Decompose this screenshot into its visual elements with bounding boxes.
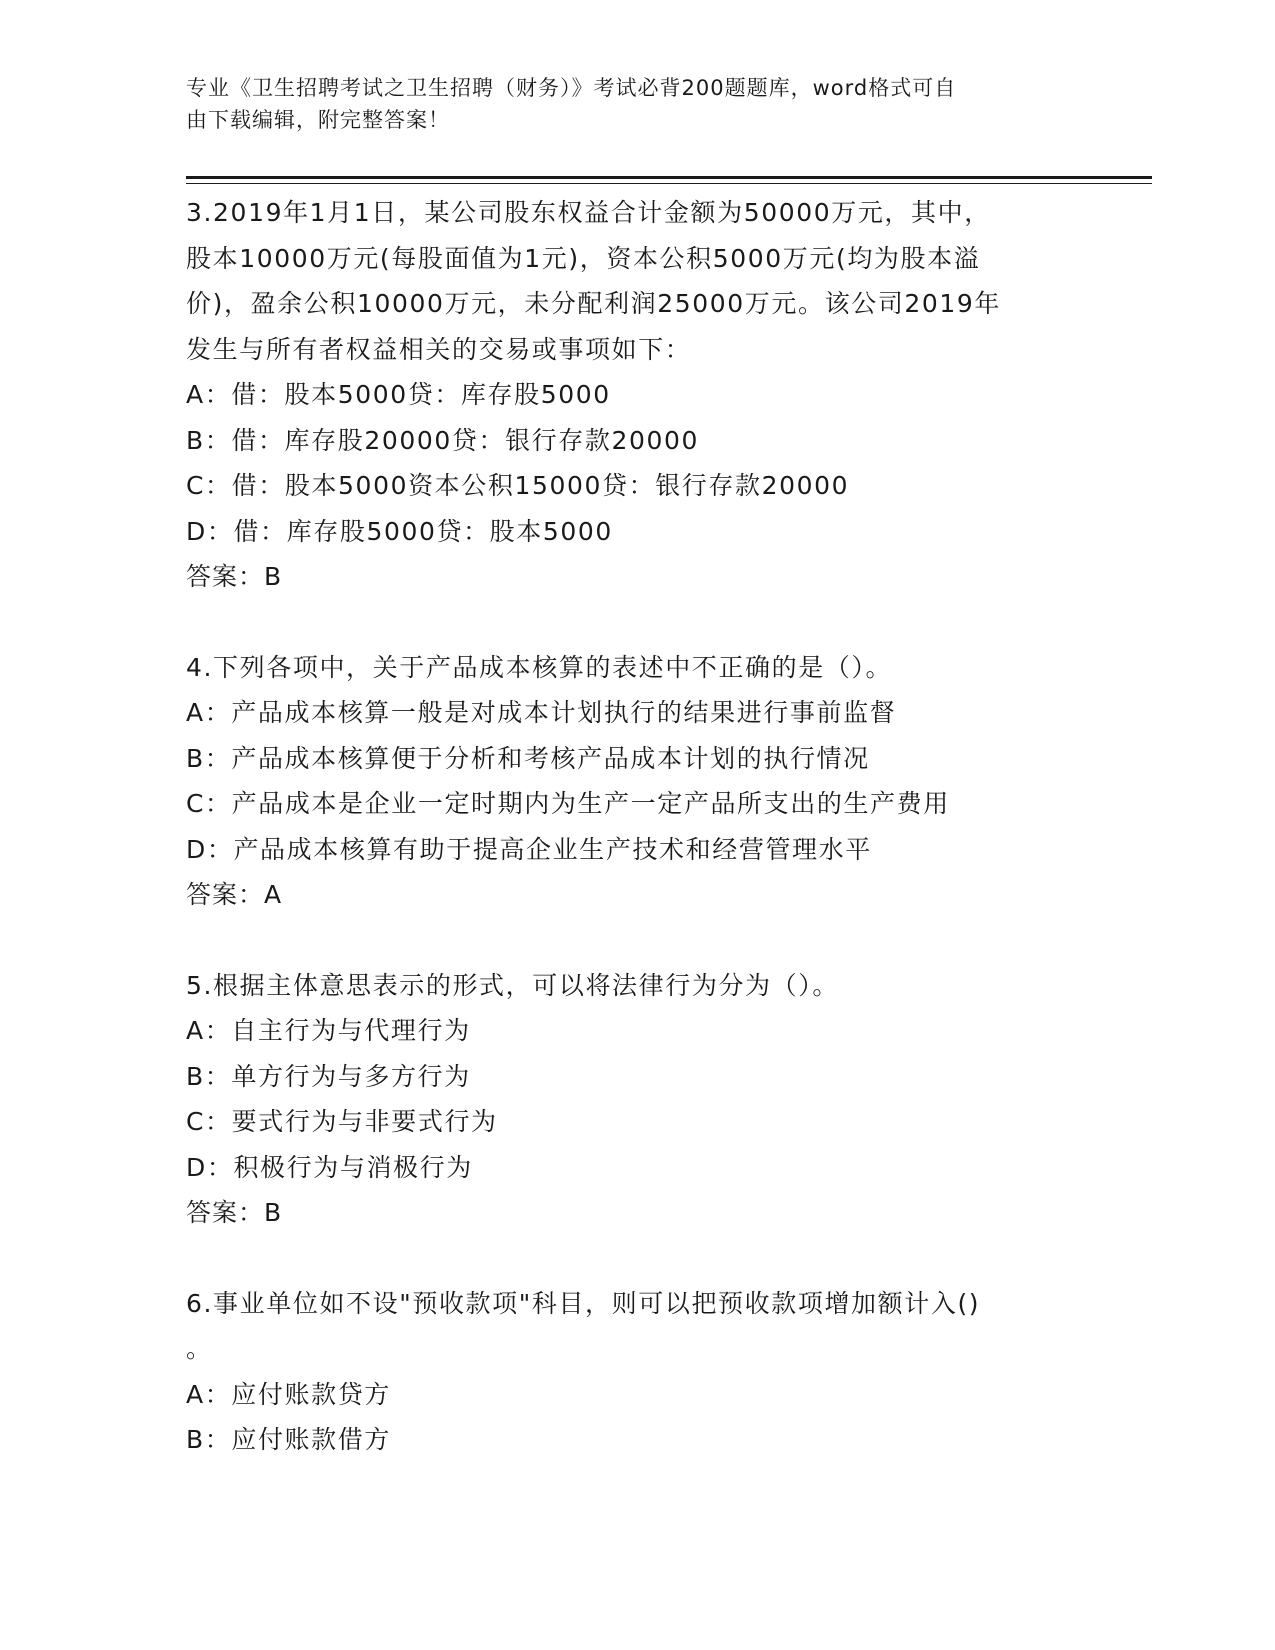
- question-4: [186, 645, 1066, 918]
- option-b: B：单方行为与多方行为: [186, 1061, 471, 1091]
- header-rule-thin: [186, 183, 1152, 184]
- stem-line: 价)，盈余公积10000万元，未分配利润25000万元。该公司2019年: [186, 289, 1002, 318]
- option-a: A：产品成本核算一般是对成本计划执行的结果进行事前监督: [186, 698, 897, 727]
- option-d: D：产品成本核算有助于提高企业生产技术和经营管理水平: [186, 834, 872, 864]
- question-stem: [186, 190, 1066, 372]
- stem-line: 。: [186, 1334, 213, 1363]
- header-line-2: 由下载编辑，附完整答案！: [186, 108, 450, 132]
- option-c: C：产品成本是企业一定时期内为生产一定产品所支出的生产费用: [186, 789, 950, 818]
- stem-line: 3.2019年1月1日，某公司股东权益合计金额为50000万元，其中，: [186, 198, 991, 227]
- question-3: [186, 190, 1066, 600]
- document-header: [186, 72, 1066, 136]
- answer-line: 答案：B: [186, 562, 283, 591]
- answer-line: 答案：B: [186, 1198, 283, 1227]
- option-b: B：应付账款借方: [186, 1425, 391, 1454]
- header-line-1: 专业《卫生招聘考试之卫生招聘（财务）》考试必背200题题库，word格式可自: [186, 76, 957, 100]
- stem-line: 5.根据主体意思表示的形式，可以将法律行为分为（）。: [186, 970, 839, 1000]
- option-b: B：借：库存股20000贷：银行存款20000: [186, 425, 700, 455]
- stem-line: 发生与所有者权益相关的交易或事项如下：: [186, 334, 692, 364]
- option-a: A：自主行为与代理行为: [186, 1016, 471, 1045]
- question-5: [186, 963, 1066, 1236]
- answer-line: 答案：A: [186, 880, 283, 909]
- option-b: B：产品成本核算便于分析和考核产品成本计划的执行情况: [186, 743, 870, 773]
- question-stem: [186, 1281, 1066, 1372]
- option-c: C：借：股本5000资本公积15000贷：银行存款20000: [186, 471, 850, 500]
- question-list: [186, 190, 1066, 1508]
- stem-line: 4.下列各项中，关于产品成本核算的表述中不正确的是（）。: [186, 652, 893, 682]
- question-stem: [186, 963, 1066, 1009]
- option-d: D：借：库存股5000贷：股本5000: [186, 516, 613, 546]
- option-c: C：要式行为与非要式行为: [186, 1107, 498, 1136]
- question-6: [186, 1281, 1066, 1463]
- option-d: D：积极行为与消极行为: [186, 1152, 473, 1182]
- header-rule-thick: [186, 176, 1152, 179]
- option-a: A：借：股本5000贷：库存股5000: [186, 380, 611, 409]
- stem-line: 6.事业单位如不设"预收款项"科目，则可以把预收款项增加额计入(): [186, 1288, 981, 1318]
- option-a: A：应付账款贷方: [186, 1379, 391, 1409]
- stem-line: 股本10000万元(每股面值为1元)，资本公积5000万元(均为股本溢: [186, 243, 981, 273]
- question-stem: [186, 645, 1066, 691]
